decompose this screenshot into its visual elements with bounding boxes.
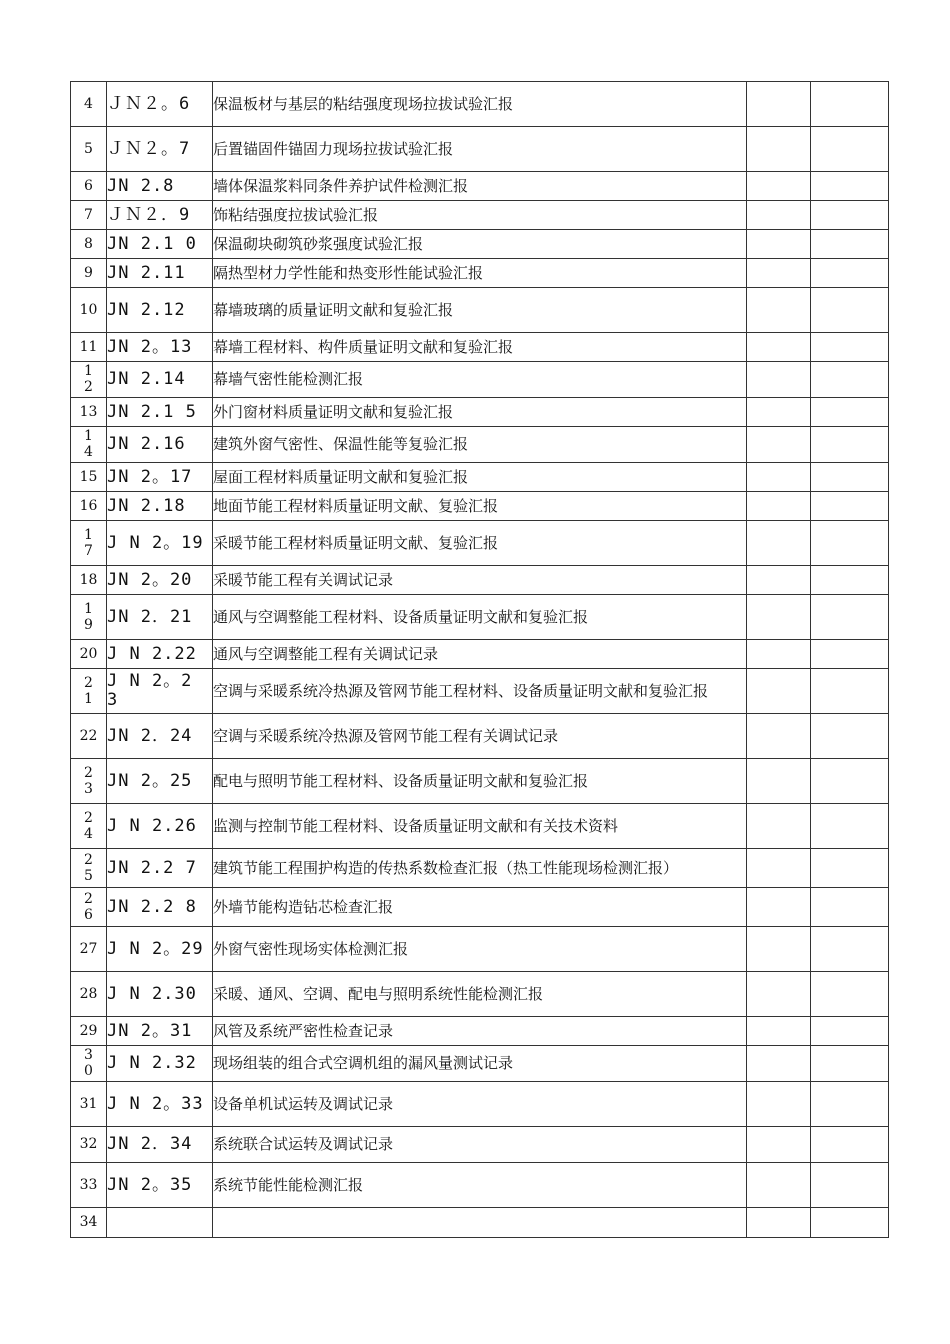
blank-cell	[747, 521, 811, 566]
table-row	[71, 595, 889, 640]
blank-cell	[811, 82, 889, 127]
table-row	[71, 927, 889, 972]
table-row	[71, 566, 889, 595]
item-title: 系统节能性能检测汇报	[213, 1163, 747, 1208]
blank-cell	[747, 1017, 811, 1046]
blank-cell	[747, 230, 811, 259]
row-number: 7	[71, 201, 107, 230]
blank-cell	[811, 172, 889, 201]
blank-cell	[811, 595, 889, 640]
item-title: 监测与控制节能工程材料、设备质量证明文献和有关技术资料	[213, 804, 747, 849]
table-row	[71, 127, 889, 172]
item-title: 系统联合试运转及调试记录	[213, 1127, 747, 1163]
row-number: 20	[71, 640, 107, 669]
table-row	[71, 463, 889, 492]
item-code: J N 2.26	[107, 804, 213, 849]
item-code: J N 2.32	[107, 1046, 213, 1082]
row-number: 28	[71, 972, 107, 1017]
item-title: 现场组装的组合式空调机组的漏风量测试记录	[213, 1046, 747, 1082]
row-number: 27	[71, 927, 107, 972]
item-title: 空调与采暖系统冷热源及管网节能工程有关调试记录	[213, 714, 747, 759]
row-number: 23	[71, 759, 107, 804]
document-table-body	[71, 82, 889, 1238]
row-number: 30	[71, 1046, 107, 1082]
item-code: JN 2.16	[107, 427, 213, 463]
blank-cell	[811, 804, 889, 849]
blank-cell	[747, 669, 811, 714]
item-title: 建筑外窗气密性、保温性能等复验汇报	[213, 427, 747, 463]
blank-cell	[747, 888, 811, 927]
item-title: 墙体保温浆料同条件养护试件检测汇报	[213, 172, 747, 201]
row-number: 4	[71, 82, 107, 127]
blank-cell	[811, 1082, 889, 1127]
row-number: 18	[71, 566, 107, 595]
row-number: 16	[71, 492, 107, 521]
table-row	[71, 230, 889, 259]
item-title: 幕墙气密性能检测汇报	[213, 362, 747, 398]
item-title: 空调与采暖系统冷热源及管网节能工程材料、设备质量证明文献和复验汇报	[213, 669, 747, 714]
item-code: JN 2.12	[107, 288, 213, 333]
table-row	[71, 1017, 889, 1046]
row-number: 24	[71, 804, 107, 849]
blank-cell	[747, 201, 811, 230]
item-code: JN 2。13	[107, 333, 213, 362]
blank-cell	[747, 259, 811, 288]
blank-cell	[747, 640, 811, 669]
item-code: JN 2。20	[107, 566, 213, 595]
blank-cell	[811, 1046, 889, 1082]
row-number: 26	[71, 888, 107, 927]
row-number: 12	[71, 362, 107, 398]
table-row	[71, 759, 889, 804]
item-code: JN 2.14	[107, 362, 213, 398]
table-row	[71, 427, 889, 463]
item-code: JN 2.11	[107, 259, 213, 288]
item-code: JN 2。17	[107, 463, 213, 492]
row-number: 15	[71, 463, 107, 492]
item-code: JN 2．34	[107, 1127, 213, 1163]
item-code: J N 2。2 3	[107, 669, 213, 714]
blank-cell	[811, 521, 889, 566]
row-number: 22	[71, 714, 107, 759]
blank-cell	[747, 759, 811, 804]
row-number: 8	[71, 230, 107, 259]
blank-cell	[811, 888, 889, 927]
blank-cell	[811, 669, 889, 714]
row-number: 6	[71, 172, 107, 201]
blank-cell	[811, 463, 889, 492]
row-number: 17	[71, 521, 107, 566]
blank-cell	[811, 398, 889, 427]
item-code: ＪＮ２。6	[107, 82, 213, 127]
blank-cell	[811, 127, 889, 172]
blank-cell	[747, 333, 811, 362]
blank-cell	[811, 427, 889, 463]
blank-cell	[747, 1127, 811, 1163]
item-code: J N 2。33	[107, 1082, 213, 1127]
table-row	[71, 82, 889, 127]
blank-cell	[747, 127, 811, 172]
blank-cell	[811, 333, 889, 362]
item-code: JN 2.1 0	[107, 230, 213, 259]
table-row	[71, 1208, 889, 1238]
item-title: 通风与空调整能工程有关调试记录	[213, 640, 747, 669]
table-row	[71, 492, 889, 521]
row-number: 21	[71, 669, 107, 714]
item-title	[213, 1208, 747, 1238]
table-row	[71, 201, 889, 230]
item-title: 采暖节能工程材料质量证明文献、复验汇报	[213, 521, 747, 566]
blank-cell	[811, 759, 889, 804]
blank-cell	[747, 927, 811, 972]
blank-cell	[747, 82, 811, 127]
item-title: 后置锚固件锚固力现场拉拔试验汇报	[213, 127, 747, 172]
table-row	[71, 1163, 889, 1208]
table-row	[71, 362, 889, 398]
table-row	[71, 1127, 889, 1163]
blank-cell	[811, 566, 889, 595]
item-code: JN 2．21	[107, 595, 213, 640]
table-row	[71, 888, 889, 927]
item-code: J N 2.30	[107, 972, 213, 1017]
blank-cell	[747, 595, 811, 640]
blank-cell	[811, 1208, 889, 1238]
row-number: 34	[71, 1208, 107, 1238]
item-title: 外门窗材料质量证明文献和复验汇报	[213, 398, 747, 427]
item-title: 设备单机试运转及调试记录	[213, 1082, 747, 1127]
item-code: JN 2.18	[107, 492, 213, 521]
item-title: 风管及系统严密性检查记录	[213, 1017, 747, 1046]
row-number: 19	[71, 595, 107, 640]
blank-cell	[747, 714, 811, 759]
blank-cell	[747, 566, 811, 595]
item-code: JN 2。35	[107, 1163, 213, 1208]
item-code: JN 2。31	[107, 1017, 213, 1046]
item-code: JN 2。25	[107, 759, 213, 804]
row-number: 13	[71, 398, 107, 427]
blank-cell	[811, 1163, 889, 1208]
table-row	[71, 398, 889, 427]
blank-cell	[747, 1163, 811, 1208]
blank-cell	[811, 362, 889, 398]
item-title: 外窗气密性现场实体检测汇报	[213, 927, 747, 972]
item-title: 饰粘结强度拉拔试验汇报	[213, 201, 747, 230]
row-number: 5	[71, 127, 107, 172]
table-row	[71, 172, 889, 201]
item-title: 保温砌块砌筑砂浆强度试验汇报	[213, 230, 747, 259]
item-title: 隔热型材力学性能和热变形性能试验汇报	[213, 259, 747, 288]
row-number: 11	[71, 333, 107, 362]
blank-cell	[811, 201, 889, 230]
item-code: JN 2.2 8	[107, 888, 213, 927]
table-row	[71, 669, 889, 714]
row-number: 29	[71, 1017, 107, 1046]
row-number: 25	[71, 849, 107, 888]
item-title: 外墙节能构造钻芯检查汇报	[213, 888, 747, 927]
item-code: JN 2.2 7	[107, 849, 213, 888]
blank-cell	[747, 463, 811, 492]
blank-cell	[811, 972, 889, 1017]
item-code: J N 2。29	[107, 927, 213, 972]
blank-cell	[811, 230, 889, 259]
item-code: J N 2。19	[107, 521, 213, 566]
table-row	[71, 259, 889, 288]
blank-cell	[747, 804, 811, 849]
row-number: 9	[71, 259, 107, 288]
item-code: ＪＮ２．9	[107, 201, 213, 230]
item-title: 屋面工程材料质量证明文献和复验汇报	[213, 463, 747, 492]
item-title: 采暖节能工程有关调试记录	[213, 566, 747, 595]
blank-cell	[811, 849, 889, 888]
table-row	[71, 288, 889, 333]
blank-cell	[811, 259, 889, 288]
blank-cell	[811, 1127, 889, 1163]
row-number: 31	[71, 1082, 107, 1127]
table-row	[71, 849, 889, 888]
item-title: 地面节能工程材料质量证明文献、复验汇报	[213, 492, 747, 521]
item-title: 幕墙玻璃的质量证明文献和复验汇报	[213, 288, 747, 333]
blank-cell	[811, 927, 889, 972]
blank-cell	[747, 172, 811, 201]
item-code: JN 2.8	[107, 172, 213, 201]
item-code: JN 2．24	[107, 714, 213, 759]
table-row	[71, 714, 889, 759]
table-row	[71, 972, 889, 1017]
item-title: 采暖、通风、空调、配电与照明系统性能检测汇报	[213, 972, 747, 1017]
blank-cell	[811, 1017, 889, 1046]
item-code: ＪＮ２。7	[107, 127, 213, 172]
table-row	[71, 640, 889, 669]
row-number: 33	[71, 1163, 107, 1208]
row-number: 32	[71, 1127, 107, 1163]
item-code	[107, 1208, 213, 1238]
blank-cell	[811, 288, 889, 333]
table-row	[71, 521, 889, 566]
table-row	[71, 333, 889, 362]
document-table	[70, 81, 889, 1238]
blank-cell	[811, 714, 889, 759]
row-number: 14	[71, 427, 107, 463]
blank-cell	[747, 1082, 811, 1127]
item-title: 建筑节能工程围护构造的传热系数检查汇报（热工性能现场检测汇报）	[213, 849, 747, 888]
item-title: 配电与照明节能工程材料、设备质量证明文献和复验汇报	[213, 759, 747, 804]
table-row	[71, 1082, 889, 1127]
table-row	[71, 1046, 889, 1082]
blank-cell	[747, 427, 811, 463]
blank-cell	[747, 398, 811, 427]
item-code: J N 2.22	[107, 640, 213, 669]
blank-cell	[747, 288, 811, 333]
blank-cell	[747, 1046, 811, 1082]
blank-cell	[747, 492, 811, 521]
item-title: 幕墙工程材料、构件质量证明文献和复验汇报	[213, 333, 747, 362]
blank-cell	[811, 640, 889, 669]
item-title: 保温板材与基层的粘结强度现场拉拔试验汇报	[213, 82, 747, 127]
blank-cell	[811, 492, 889, 521]
table-row	[71, 804, 889, 849]
blank-cell	[747, 849, 811, 888]
item-title: 通风与空调整能工程材料、设备质量证明文献和复验汇报	[213, 595, 747, 640]
item-code: JN 2.1 5	[107, 398, 213, 427]
row-number: 10	[71, 288, 107, 333]
blank-cell	[747, 362, 811, 398]
blank-cell	[747, 1208, 811, 1238]
blank-cell	[747, 972, 811, 1017]
